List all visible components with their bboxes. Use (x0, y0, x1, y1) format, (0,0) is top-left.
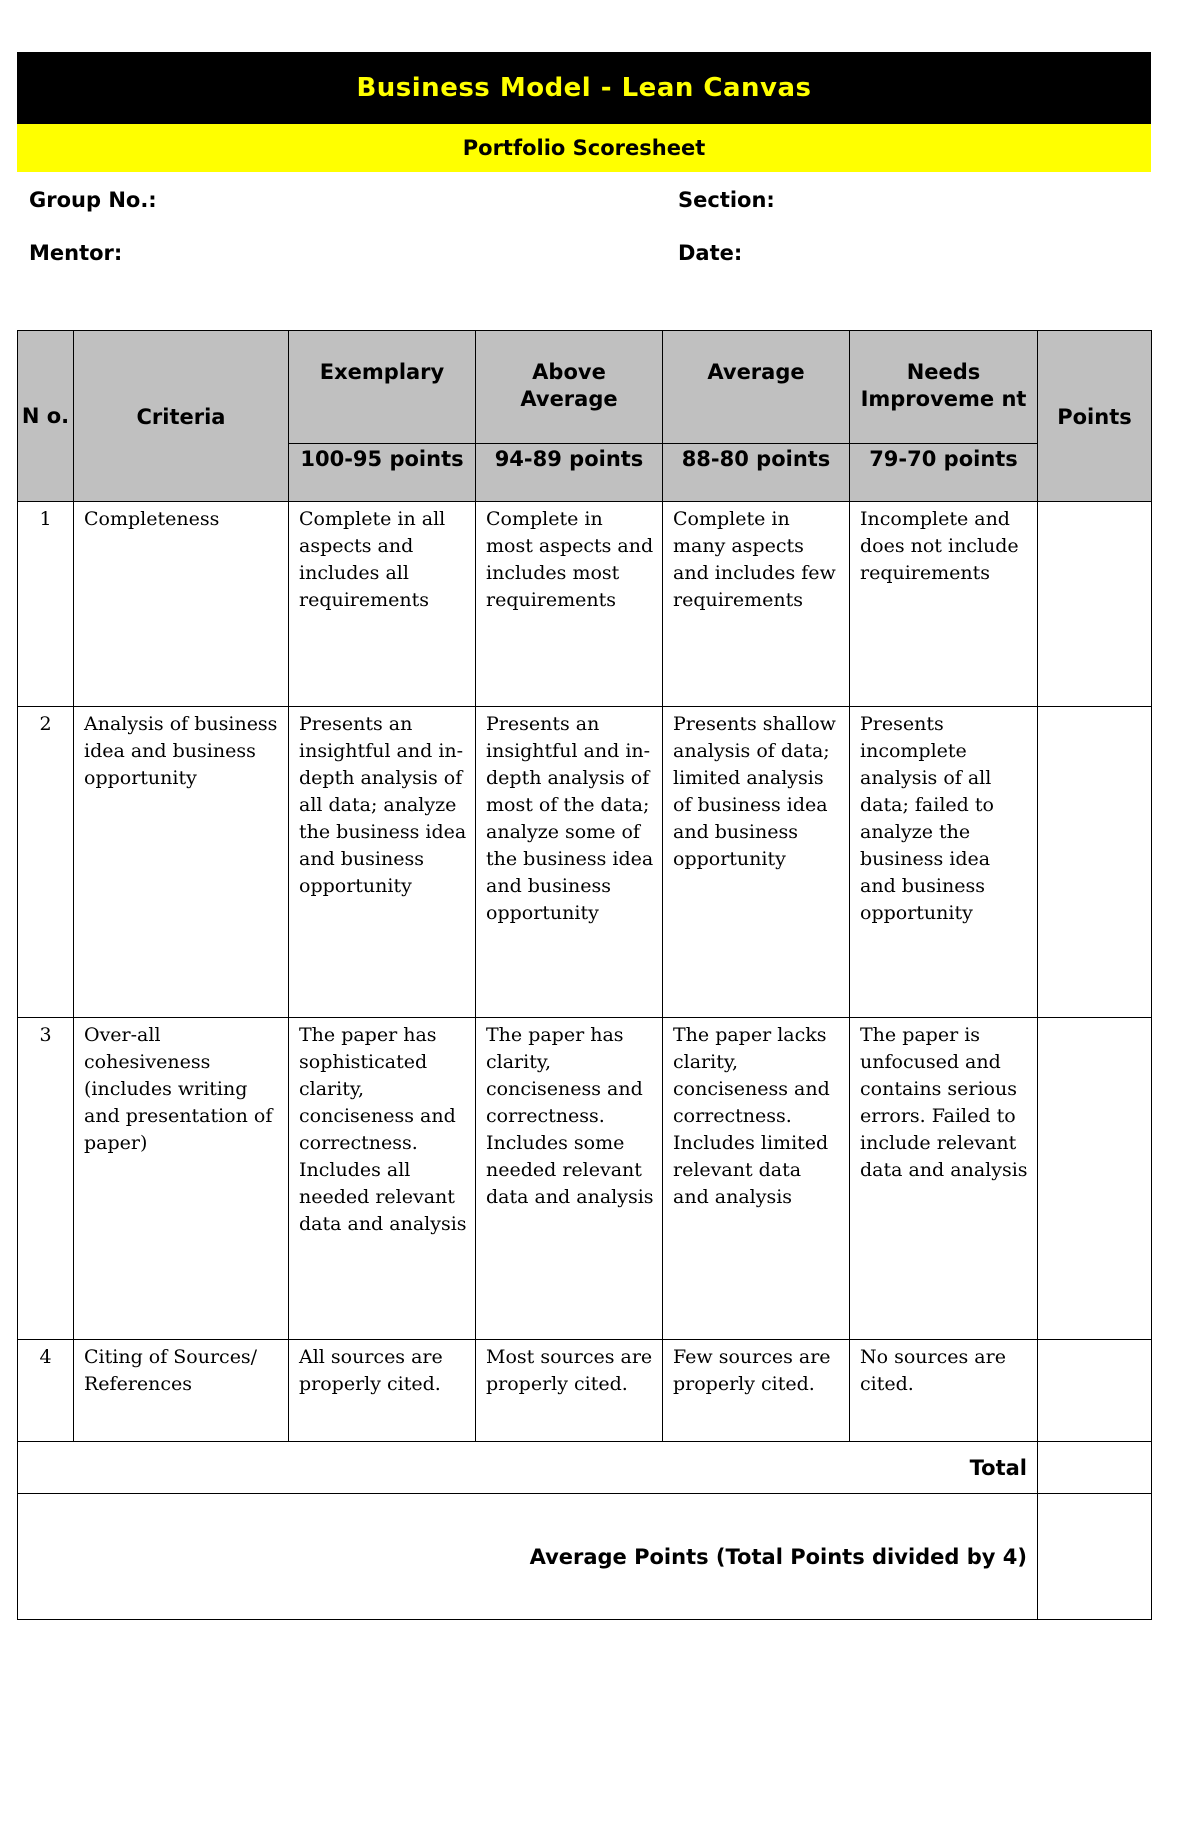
section-label: Section: (678, 188, 775, 212)
group-no-label: Group No.: (29, 188, 157, 212)
table-row (18, 1340, 1152, 1442)
average-points-cell[interactable] (1038, 1494, 1152, 1620)
above-average-cell: Presents an insightful and in-depth analysis of most of the data; analyze some of the business idea and business opportunity (476, 707, 663, 1018)
average-cell: Complete in many aspects and includes few requirements (663, 502, 850, 707)
range-exemplary: 100-95 points (289, 444, 476, 502)
range-average: 88-80 points (663, 444, 850, 502)
points-cell[interactable] (1038, 707, 1152, 1018)
points-cell[interactable] (1038, 1018, 1152, 1340)
range-above-average: 94-89 points (476, 444, 663, 502)
needs-improvement-cell: Incomplete and does not include requirements (850, 502, 1038, 707)
row-number: 2 (18, 707, 74, 1018)
header-criteria: Criteria (74, 331, 289, 502)
range-needs-improvement: 79-70 points (850, 444, 1038, 502)
document-title: Business Model - Lean Canvas (17, 52, 1151, 124)
average-cell: Presents shallow analysis of data; limited analysis of business idea and business opportunity (663, 707, 850, 1018)
table-row (18, 707, 1152, 1018)
document-subtitle: Portfolio Scoresheet (17, 124, 1151, 172)
mentor-label: Mentor: (29, 241, 123, 265)
total-row (18, 1442, 1152, 1494)
date-label: Date: (678, 241, 743, 265)
header-average: Average (663, 331, 850, 444)
points-cell[interactable] (1038, 502, 1152, 707)
criteria-cell: Analysis of business idea and business opportunity (74, 707, 289, 1018)
average-points-label: Average Points (Total Points divided by 4) (18, 1494, 1038, 1620)
scoresheet-page (17, 52, 1151, 1620)
table-row (18, 502, 1152, 707)
header-above-average: Above Average (476, 331, 663, 444)
exemplary-cell: Complete in all aspects and includes all requirements (289, 502, 476, 707)
header-exemplary: Exemplary (289, 331, 476, 444)
criteria-cell: Citing of Sources/ References (74, 1340, 289, 1442)
above-average-cell: The paper has clarity, conciseness and correctness. Includes some needed relevant data and analysis (476, 1018, 663, 1340)
header-no: N o. (18, 331, 74, 502)
above-average-cell: Most sources are properly cited. (476, 1340, 663, 1442)
total-points-cell[interactable] (1038, 1442, 1152, 1494)
average-cell: The paper lacks clarity, conciseness and correctness. Includes limited relevant data and analysis (663, 1018, 850, 1340)
needs-improvement-cell: The paper is unfocused and contains serious errors. Failed to include relevant data and analysis (850, 1018, 1038, 1340)
row-number: 3 (18, 1018, 74, 1340)
criteria-cell: Over-all cohesiveness (includes writing and presentation of paper) (74, 1018, 289, 1340)
average-row (18, 1494, 1152, 1620)
needs-improvement-cell: No sources are cited. (850, 1340, 1038, 1442)
info-block (17, 172, 1151, 330)
rubric-table (17, 330, 1152, 1620)
needs-improvement-cell: Presents incomplete analysis of all data; failed to analyze the business idea and business opportunity (850, 707, 1038, 1018)
table-row (18, 1018, 1152, 1340)
row-number: 4 (18, 1340, 74, 1442)
total-label: Total (18, 1442, 1038, 1494)
exemplary-cell: The paper has sophisticated clarity, conciseness and correctness. Includes all needed relevant data and analysis (289, 1018, 476, 1340)
above-average-cell: Complete in most aspects and includes most requirements (476, 502, 663, 707)
average-cell: Few sources are properly cited. (663, 1340, 850, 1442)
header-points: Points (1038, 331, 1152, 502)
points-cell[interactable] (1038, 1340, 1152, 1442)
row-number: 1 (18, 502, 74, 707)
header-needs-improvement: Needs Improveme nt (850, 331, 1038, 444)
exemplary-cell: Presents an insightful and in-depth analysis of all data; analyze the business idea and business opportunity (289, 707, 476, 1018)
exemplary-cell: All sources are properly cited. (289, 1340, 476, 1442)
criteria-cell: Completeness (74, 502, 289, 707)
